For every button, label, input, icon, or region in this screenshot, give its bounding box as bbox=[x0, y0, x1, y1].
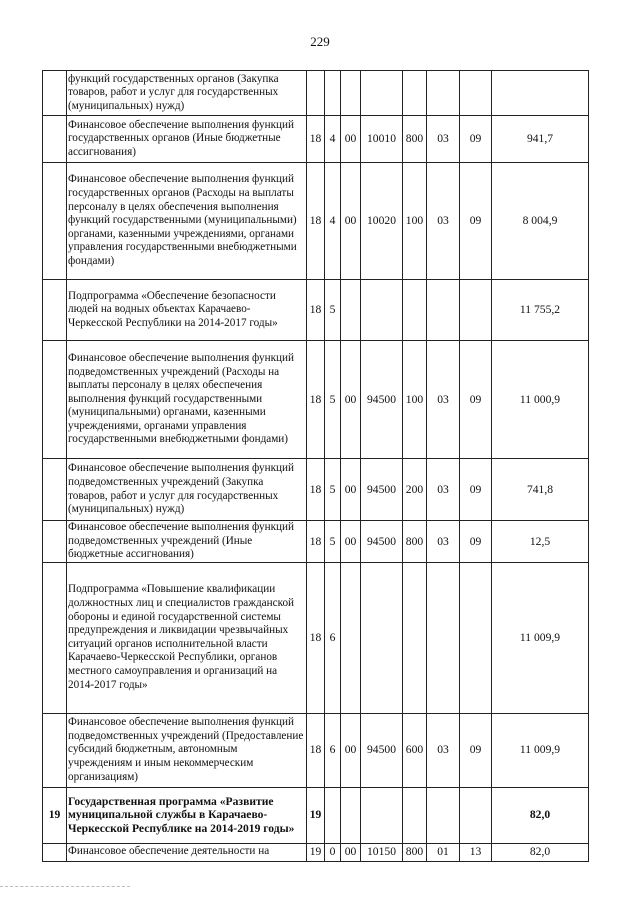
code-gp-cell: 18 bbox=[307, 341, 325, 459]
amount-cell: 8 004,9 bbox=[492, 163, 589, 280]
amount-cell: 82,0 bbox=[492, 787, 589, 843]
code-gp-cell: 18 bbox=[307, 459, 325, 521]
table-row bbox=[43, 163, 589, 280]
table-row bbox=[43, 71, 589, 116]
amount-cell: 941,7 bbox=[492, 116, 589, 163]
row-number-cell bbox=[43, 71, 67, 116]
code-vr-cell: 100 bbox=[403, 341, 427, 459]
row-number-cell bbox=[43, 843, 67, 861]
amount-cell bbox=[492, 71, 589, 116]
code-pr-cell: 13 bbox=[460, 843, 492, 861]
code-direction-cell: 10010 bbox=[361, 116, 403, 163]
code-rz-cell: 03 bbox=[427, 163, 460, 280]
amount-cell: 11 009,9 bbox=[492, 562, 589, 713]
code-vr-cell: 800 bbox=[403, 521, 427, 563]
code-rz-cell: 03 bbox=[427, 713, 460, 787]
code-pr-cell: 09 bbox=[460, 521, 492, 563]
amount-cell: 741,8 bbox=[492, 459, 589, 521]
row-number-cell bbox=[43, 163, 67, 280]
code-gp-cell: 18 bbox=[307, 562, 325, 713]
code-gp-cell: 18 bbox=[307, 280, 325, 341]
code-gp-cell: 19 bbox=[307, 787, 325, 843]
code-vr-cell: 800 bbox=[403, 116, 427, 163]
code-om-cell bbox=[341, 787, 361, 843]
row-number-cell bbox=[43, 341, 67, 459]
code-pr-cell bbox=[460, 787, 492, 843]
code-vr-cell bbox=[403, 562, 427, 713]
row-number-cell bbox=[43, 280, 67, 341]
row-number-cell bbox=[43, 116, 67, 163]
code-gp-cell: 18 bbox=[307, 163, 325, 280]
code-rz-cell: 03 bbox=[427, 521, 460, 563]
code-pp-cell: 6 bbox=[325, 562, 341, 713]
table-row bbox=[43, 843, 589, 861]
code-rz-cell bbox=[427, 787, 460, 843]
item-name-cell: Подпрограмма «Обеспечение безопасности людей на водных объектах Карачаево-Черкесской Республики на 2014-2017 годы» bbox=[67, 280, 307, 341]
code-direction-cell: 94500 bbox=[361, 521, 403, 563]
amount-cell: 11 755,2 bbox=[492, 280, 589, 341]
code-rz-cell bbox=[427, 280, 460, 341]
item-name-cell: Финансовое обеспечение выполнения функций государственных органов (Иные бюджетные ассигнования) bbox=[67, 116, 307, 163]
code-pr-cell: 09 bbox=[460, 116, 492, 163]
code-gp-cell bbox=[307, 71, 325, 116]
code-direction-cell: 10150 bbox=[361, 843, 403, 861]
code-pp-cell: 6 bbox=[325, 713, 341, 787]
code-rz-cell: 03 bbox=[427, 341, 460, 459]
code-vr-cell: 200 bbox=[403, 459, 427, 521]
code-pp-cell bbox=[325, 787, 341, 843]
code-om-cell bbox=[341, 280, 361, 341]
item-name-cell: Финансовое обеспечение выполнения функций подведомственных учреждений (Предоставление субсидий бюджетным, автономным учреждениям и иным некоммерческим организациям) bbox=[67, 713, 307, 787]
amount-cell: 11 000,9 bbox=[492, 341, 589, 459]
item-name-cell: Финансовое обеспечение выполнения функций подведомственных учреждений (Расходы на выплаты персоналу в целях обеспечения выполнения функций государственными (муниципальными) органами, казенными учреждениями, органами управления государственными внебюджетными фондами) bbox=[67, 341, 307, 459]
code-rz-cell: 03 bbox=[427, 116, 460, 163]
code-vr-cell bbox=[403, 280, 427, 341]
table-row bbox=[43, 787, 589, 843]
code-om-cell: 00 bbox=[341, 521, 361, 563]
row-number-cell bbox=[43, 562, 67, 713]
table-row bbox=[43, 116, 589, 163]
code-vr-cell bbox=[403, 787, 427, 843]
table-row bbox=[43, 341, 589, 459]
code-om-cell: 00 bbox=[341, 163, 361, 280]
code-om-cell: 00 bbox=[341, 459, 361, 521]
code-direction-cell bbox=[361, 71, 403, 116]
code-rz-cell: 03 bbox=[427, 459, 460, 521]
code-om-cell bbox=[341, 562, 361, 713]
code-pp-cell bbox=[325, 71, 341, 116]
code-direction-cell: 10020 bbox=[361, 163, 403, 280]
code-rz-cell: 01 bbox=[427, 843, 460, 861]
code-direction-cell bbox=[361, 562, 403, 713]
table-row bbox=[43, 562, 589, 713]
code-direction-cell: 94500 bbox=[361, 341, 403, 459]
code-direction-cell bbox=[361, 280, 403, 341]
code-pp-cell: 5 bbox=[325, 280, 341, 341]
row-number-cell: 19 bbox=[43, 787, 67, 843]
table-row bbox=[43, 459, 589, 521]
amount-cell: 11 009,9 bbox=[492, 713, 589, 787]
code-vr-cell: 600 bbox=[403, 713, 427, 787]
table-row bbox=[43, 713, 589, 787]
code-gp-cell: 19 bbox=[307, 843, 325, 861]
code-om-cell: 00 bbox=[341, 843, 361, 861]
code-pp-cell: 5 bbox=[325, 341, 341, 459]
amount-cell: 12,5 bbox=[492, 521, 589, 563]
code-direction-cell: 94500 bbox=[361, 713, 403, 787]
budget-table bbox=[42, 70, 589, 862]
code-gp-cell: 18 bbox=[307, 713, 325, 787]
item-name-cell: Подпрограмма «Повышение квалификации должностных лиц и специалистов гражданской обороны и единой государственной системы предупреждения и ликвидации чрезвычайных ситуаций органов исполнительной власти Карачаево-Черкесской Республики, органов местного самоуправления и организаций на 2014-2017 годы» bbox=[67, 562, 307, 713]
code-pp-cell: 4 bbox=[325, 116, 341, 163]
code-om-cell: 00 bbox=[341, 713, 361, 787]
amount-cell: 82,0 bbox=[492, 843, 589, 861]
code-vr-cell bbox=[403, 71, 427, 116]
row-number-cell bbox=[43, 713, 67, 787]
code-pp-cell: 5 bbox=[325, 459, 341, 521]
item-name-cell: Финансовое обеспечение выполнения функций подведомственных учреждений (Закупка товаров, работ и услуг для государственных (муниципальных) нужд) bbox=[67, 459, 307, 521]
code-gp-cell: 18 bbox=[307, 116, 325, 163]
code-rz-cell bbox=[427, 562, 460, 713]
code-vr-cell: 100 bbox=[403, 163, 427, 280]
code-direction-cell: 94500 bbox=[361, 459, 403, 521]
code-om-cell bbox=[341, 71, 361, 116]
item-name-cell: Финансовое обеспечение выполнения функций подведомственных учреждений (Иные бюджетные ассигнования) bbox=[67, 521, 307, 563]
code-pp-cell: 4 bbox=[325, 163, 341, 280]
code-pr-cell bbox=[460, 71, 492, 116]
row-number-cell bbox=[43, 521, 67, 563]
table-row bbox=[43, 280, 589, 341]
page-number: 229 bbox=[310, 34, 330, 49]
code-pr-cell: 09 bbox=[460, 341, 492, 459]
item-name-cell: Финансовое обеспечение деятельности на bbox=[67, 843, 307, 861]
scan-artifact-line bbox=[0, 886, 130, 887]
item-name-cell: функций государственных органов (Закупка товаров, работ и услуг для государственных (муниципальных) нужд) bbox=[67, 71, 307, 116]
code-gp-cell: 18 bbox=[307, 521, 325, 563]
table-row bbox=[43, 521, 589, 563]
code-rz-cell bbox=[427, 71, 460, 116]
code-pp-cell: 5 bbox=[325, 521, 341, 563]
code-pr-cell bbox=[460, 562, 492, 713]
item-name-cell: Финансовое обеспечение выполнения функций государственных органов (Расходы на выплаты персоналу в целях обеспечения выполнения функций государственными (муниципальными) органами, казенными учреждениями, органами управления государственными внебюджетными фондами) bbox=[67, 163, 307, 280]
code-direction-cell bbox=[361, 787, 403, 843]
code-pp-cell: 0 bbox=[325, 843, 341, 861]
code-pr-cell: 09 bbox=[460, 459, 492, 521]
code-pr-cell: 09 bbox=[460, 713, 492, 787]
row-number-cell bbox=[43, 459, 67, 521]
item-name-cell: Государственная программа «Развитие муниципальной службы в Карачаево-Черкесской Республике на 2014-2019 годы» bbox=[67, 787, 307, 843]
code-vr-cell: 800 bbox=[403, 843, 427, 861]
code-pr-cell bbox=[460, 280, 492, 341]
code-pr-cell: 09 bbox=[460, 163, 492, 280]
code-om-cell: 00 bbox=[341, 116, 361, 163]
code-om-cell: 00 bbox=[341, 341, 361, 459]
